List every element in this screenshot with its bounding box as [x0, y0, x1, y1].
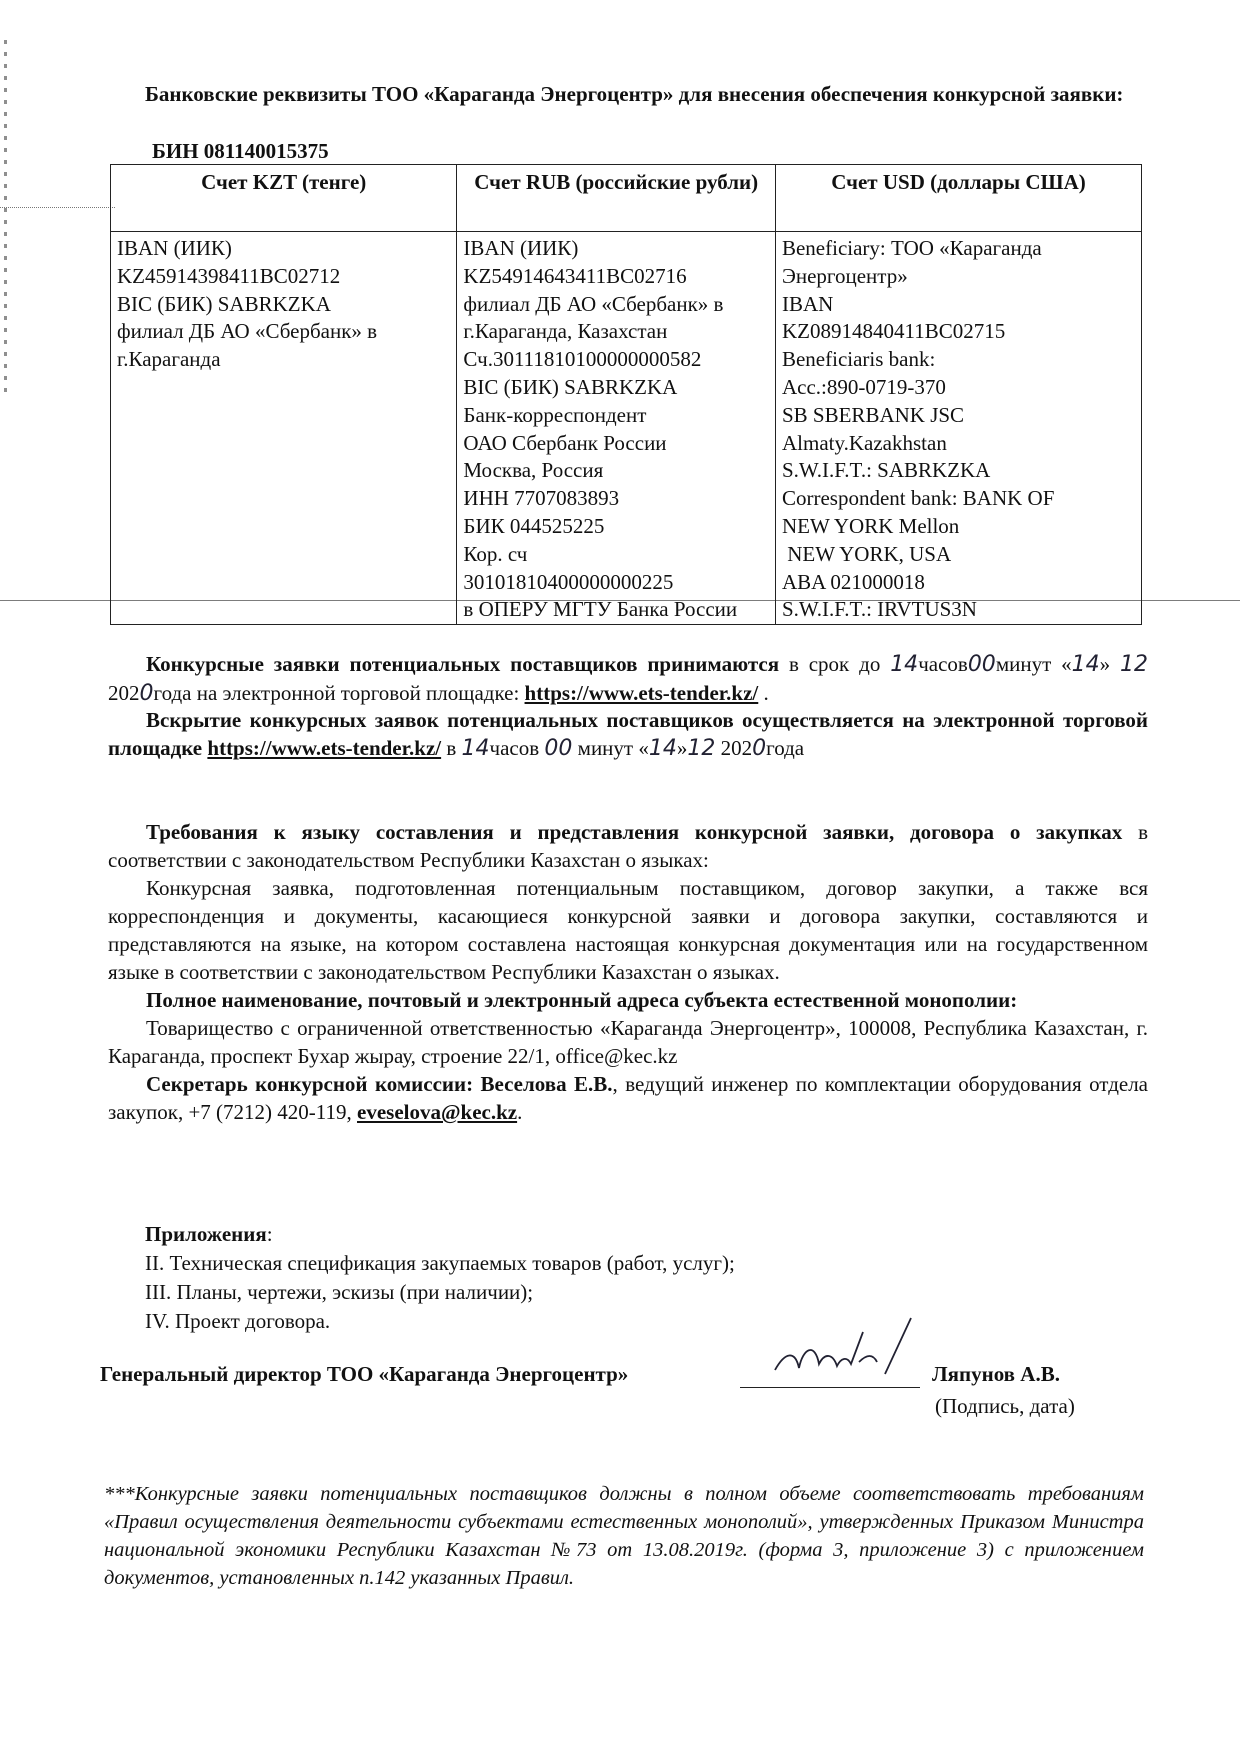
- cell-line: Almaty.Kazakhstan: [781, 430, 947, 455]
- bin-number: БИН 081140015375: [152, 139, 329, 163]
- cell-line: Кор. сч: [463, 541, 528, 566]
- cell-line: ИНН 7707083893: [463, 486, 620, 511]
- opening-lead: Вскрытие конкурсных заявок потенциальных поставщиков осуществляется на электронной торговой площадке: [108, 708, 1148, 760]
- deadline-text: в срок до: [779, 652, 891, 676]
- handwritten-signature: [755, 1312, 925, 1392]
- deadline-lead: Конкурсные заявки потенциальных поставщиков принимаются: [146, 652, 780, 676]
- cell-line: IBAN (ИИК): [463, 236, 579, 260]
- cell-line: NEW YORK Mellon: [781, 513, 960, 538]
- rub-account-cell: [457, 232, 776, 625]
- handwritten-year-digit: 0: [752, 736, 767, 761]
- cell-line: г.Караганда, Казахстан: [463, 319, 668, 344]
- secretary-text: .: [517, 1100, 523, 1124]
- cell-line: IBAN: [781, 291, 834, 316]
- tender-site-link[interactable]: https://www.ets-tender.kz/: [524, 681, 759, 705]
- cell-line: BIC (БИК) SABRKZKA: [463, 374, 678, 399]
- cell-line: Correspondent bank: BANK OF: [781, 486, 1055, 511]
- usd-account-cell: [775, 232, 1141, 625]
- secretary-text: , ведущий инженер по комплектации оборудования отдела закупок, +7 (7212) 420-119,: [108, 1072, 1148, 1124]
- cell-line: ABA 021000018: [781, 569, 925, 594]
- signatory-position: Генеральный директор ТОО «Караганда Энергоцентр»: [100, 1362, 629, 1386]
- cell-line: KZ08914840411BC02715: [781, 319, 1006, 344]
- kzt-account-cell: [111, 232, 457, 625]
- cell-line: KZ54914643411BC02716: [463, 263, 687, 288]
- tender-site-link-2[interactable]: https://www.ets-tender.kz/: [207, 736, 442, 760]
- handwritten-hours: 14: [890, 652, 919, 677]
- scan-artifact-edge: [4, 40, 7, 400]
- cell-line: SB SBERBANK JSC: [781, 402, 965, 427]
- secretary-paragraph: [108, 1070, 1148, 1126]
- table-header-row: [111, 165, 1142, 232]
- cell-line: филиал ДБ АО «Сбербанк» в: [463, 291, 724, 316]
- opening-text: »: [676, 736, 688, 760]
- cell-line: Москва, Россия: [463, 458, 604, 483]
- cell-line: Энергоцентр»: [781, 263, 908, 288]
- cell-line: ОАО Сбербанк России: [463, 430, 667, 455]
- appendices: [145, 1220, 735, 1336]
- opening-text: минут «: [572, 736, 649, 760]
- cell-line: Acc.:890-0719-370: [781, 374, 946, 399]
- language-section: [108, 818, 1148, 1126]
- opening-text: года: [766, 736, 805, 760]
- language-text: в соответствии с законодательством Республики Казахстан о языках:: [108, 820, 1148, 872]
- cell-line: БИК 044525225: [463, 513, 605, 538]
- header-rub: Счет RUB (российские рубли): [457, 165, 776, 232]
- opening-text: в: [441, 736, 462, 760]
- cell-line: Beneficiary: ТОО «Караганда: [781, 236, 1042, 260]
- handwritten-day: 14: [648, 736, 677, 761]
- signature-note: (Подпись, дата): [935, 1394, 1075, 1418]
- cell-line: KZ45914398411BC02712: [117, 263, 341, 288]
- footnote: ***Конкурсные заявки потенциальных поставщиков должны в полном объеме соответствовать требованиям «Правил осуществления деятельности субъектами естественных монополий», утвержденных Приказом Министра национальной экономики Республики Казахстан №73 от 13.08.2019г. (форма 3, приложение 3) с приложением документов, установленных п.142 указанных Правил.: [104, 1483, 1144, 1589]
- appendices-title: [145, 1220, 735, 1249]
- handwritten-year-digit: 0: [139, 681, 154, 706]
- appendices-colon: :: [266, 1222, 273, 1246]
- scan-artifact-dots: [0, 207, 115, 208]
- language-heading: Требования к языку составления и представления конкурсной заявки, договора о закупках: [146, 820, 1123, 844]
- header-kzt: Счет KZT (тенге): [111, 165, 457, 232]
- cell-line: Beneficiaris bank:: [781, 347, 936, 372]
- language-requirements: [108, 818, 1148, 874]
- handwritten-month: 12: [687, 736, 716, 761]
- cell-line: в ОПЕРУ МГТУ Банка России: [463, 597, 738, 622]
- opening-text: часов: [489, 736, 545, 760]
- cell-line: BIC (БИК) SABRKZKA: [117, 291, 331, 316]
- cell-line: S.W.I.F.T.: SABRKZKA: [781, 458, 991, 483]
- entity-address: Товарищество с ограниченной ответственностью «Караганда Энергоцентр», 100008, Республика Казахстан, г. Караганда, проспект Бухар жырау, строение 22/1, office@kec.kz: [108, 1016, 1148, 1068]
- handwritten-day: 14: [1071, 652, 1100, 677]
- deadline-paragraph: [108, 650, 1148, 708]
- deadline-text: часов: [918, 652, 968, 676]
- header-usd: Счет USD (доллары США): [775, 165, 1141, 232]
- handwritten-month: 12: [1120, 652, 1148, 677]
- deadline-text: .: [758, 681, 769, 705]
- cell-line: Банк-корреспондент: [463, 402, 647, 427]
- opening-text: 202: [715, 736, 753, 760]
- list-item: IV. Проект договора.: [145, 1309, 331, 1333]
- bank-details-table: [110, 164, 1142, 625]
- opening-paragraph: [108, 706, 1148, 763]
- table-row: [111, 232, 1142, 625]
- bank-details-heading: Банковские реквизиты ТОО «Караганда Энергоцентр» для внесения обеспечения конкурсной заявки:: [145, 82, 1124, 106]
- cell-line: NEW YORK, USA: [781, 541, 952, 566]
- secretary-email-link[interactable]: eveselova@kec.kz: [357, 1100, 518, 1124]
- deadline-text: года на электронной торговой площадке:: [153, 681, 525, 705]
- list-item: III. Планы, чертежи, эскизы (при наличии);: [145, 1280, 534, 1304]
- signatory-name: Ляпунов А.В.: [932, 1362, 1060, 1386]
- entity-heading: Полное наименование, почтовый и электронный адреса субъекта естественной монополии:: [146, 988, 1018, 1012]
- language-paragraph: Конкурсная заявка, подготовленная потенциальным поставщиком, договор закупки, а также вся корреспонденция и документы, касающиеся конкурсной заявки и договора закупки, составляются и представляются на языке, на котором составлена настоящая конкурсная документация или на государственном языке в соответствии с законодательством Республики Казахстан о языках.: [108, 876, 1148, 984]
- cell-line: 30101810400000000225: [463, 569, 674, 594]
- handwritten-minutes: 00: [967, 652, 996, 677]
- handwritten-minutes: 00: [544, 736, 573, 761]
- cell-line: S.W.I.F.T.: IRVTUS3N: [781, 597, 977, 622]
- cell-line: IBAN (ИИК): [117, 236, 232, 260]
- secretary-heading: Секретарь конкурсной комиссии: Веселова Е.В.: [146, 1072, 613, 1096]
- cell-line: филиал ДБ АО «Сбербанк» в: [117, 319, 378, 344]
- deadline-text: минут «: [995, 652, 1072, 676]
- cell-line: г.Караганда: [117, 347, 221, 372]
- appendices-title-text: Приложения: [145, 1222, 267, 1246]
- list-item: II. Техническая спецификация закупаемых товаров (работ, услуг);: [145, 1251, 735, 1275]
- deadline-text: »: [1099, 652, 1120, 676]
- deadline-text: 202: [108, 681, 140, 705]
- cell-line: Сч.30111810100000000582: [463, 347, 702, 372]
- handwritten-hours: 14: [461, 736, 490, 761]
